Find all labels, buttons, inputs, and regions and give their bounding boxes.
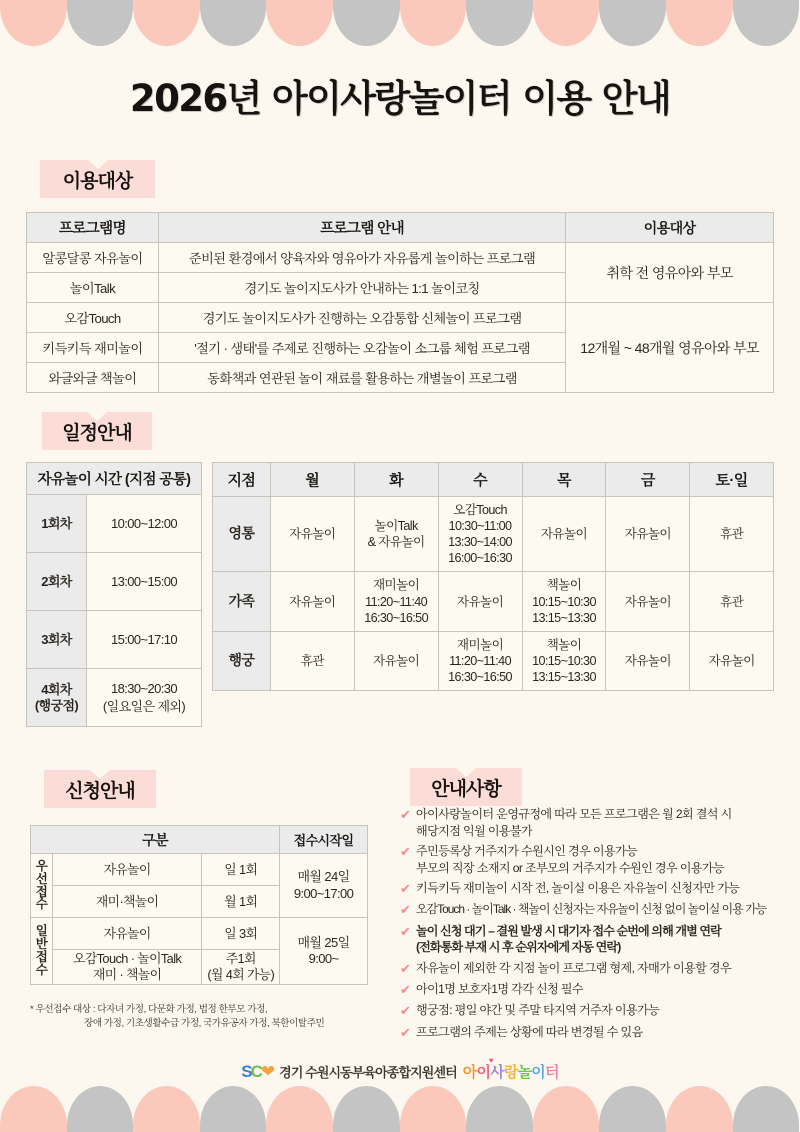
scallop-blob	[466, 0, 533, 46]
check-icon: ✔	[400, 807, 411, 822]
section-badge-notice: 안내사항	[410, 768, 522, 806]
notice-text: 오감Touch · 놀이Talk · 책놀이 신청자는 자유놀이 신청 없이 놀이실 이용 가능	[416, 902, 767, 917]
program-target-cell: 취학 전 영유아와 부모	[566, 243, 774, 303]
logo-char: 이	[531, 1064, 545, 1081]
schedule-cell: 재미놀이 11:20~11:40 16:30~16:50	[438, 631, 522, 690]
schedule-cell: 휴관	[270, 631, 354, 690]
frequency-cell: 일 3회	[202, 918, 280, 950]
table-row	[31, 854, 368, 886]
schedule-cell: 놀이Talk & 자유놀이	[354, 497, 438, 572]
program-name-cell: 와글와글 책놀이	[27, 363, 159, 393]
notice-item	[400, 1024, 788, 1042]
table-row	[27, 669, 202, 727]
page-title: 2026년 아이사랑놀이터 이용 안내	[129, 77, 671, 120]
notice-text: 행궁점: 평일 야간 및 주말 타지역 거주자 이용가능	[416, 1003, 660, 1018]
notice-item	[400, 806, 788, 839]
playground-brand-logo	[462, 1056, 559, 1082]
scallop-blob	[67, 0, 134, 46]
logo-char: 놀	[517, 1064, 532, 1081]
section-badge-apply: 신청안내	[44, 770, 156, 808]
apply-footnote	[30, 1003, 400, 1032]
check-icon: ✔	[400, 843, 411, 859]
notice-subtext: 해당지점 익월 이용불가	[416, 823, 533, 838]
scallop-blob	[599, 1086, 666, 1132]
col-start-date: 접수시작일	[280, 826, 368, 854]
scallop-blob	[466, 1086, 533, 1132]
scallop-blob	[533, 0, 600, 46]
schedule-cell: 책놀이 10:15~10:30 13:15~13:30	[522, 631, 606, 690]
scallop-blob	[599, 0, 666, 46]
notice-item	[400, 960, 788, 978]
free-play-times-table	[26, 462, 202, 727]
scallop-blob	[133, 1086, 200, 1132]
notice-item	[400, 880, 788, 898]
program-desc-cell: 준비된 환경에서 양육자와 영유아가 자유롭게 놀이하는 프로그램	[158, 243, 565, 273]
week-col-header: 지점	[213, 463, 271, 497]
program-name-cell: 자유놀이	[52, 854, 201, 886]
scallop-blob	[533, 1086, 600, 1132]
program-name-cell: 놀이Talk	[27, 273, 159, 303]
logo-char: 사	[490, 1064, 504, 1081]
site-name-cell: 행궁	[213, 631, 271, 690]
frequency-cell: 월 1회	[202, 886, 280, 918]
notice-text: 아이1명 보호자1명 각각 신청 필수	[416, 981, 583, 996]
table-row	[27, 553, 202, 611]
schedule-cell: 책놀이 10:15~10:30 13:15~13:30	[522, 572, 606, 631]
program-desc-cell: 경기도 놀이지도사가 진행하는 오감통합 신체놀이 프로그램	[158, 303, 565, 333]
schedule-cell: 자유놀이	[606, 497, 690, 572]
notice-text: 자유놀이 제외한 각 지점 놀이 프로그램 형제, 자매가 이용할 경우	[416, 960, 732, 975]
site-name-cell: 영통	[213, 497, 271, 572]
section-badge-schedule: 일정안내	[42, 412, 152, 450]
notice-subtext: 부모의 직장 소재지 or 조부모의 거주지가 수원인 경우 이용가능	[416, 860, 724, 875]
table-header-row	[31, 826, 368, 854]
table-header-row	[27, 463, 202, 495]
session-label-cell: 2회차	[27, 553, 87, 611]
notice-subtext: (전화통화 부재 시 후 순위자에게 자동 연락)	[416, 940, 621, 955]
session-label-cell: 1회차	[27, 495, 87, 553]
schedule-cell: 자유놀이	[270, 497, 354, 572]
week-col-header: 화	[354, 463, 438, 497]
scallop-blob	[400, 0, 467, 46]
check-icon: ✔	[400, 880, 411, 896]
program-name-cell: 재미·책놀이	[52, 886, 201, 918]
scallop-blob	[0, 1086, 67, 1132]
center-logo-icon: SC❤	[241, 1061, 274, 1081]
program-name-cell: 오감Touch · 놀이Talk 재미 · 책놀이	[52, 950, 201, 985]
week-col-header: 수	[438, 463, 522, 497]
session-time-cell: 18:30~20:30 (일요일은 제외)	[87, 669, 202, 727]
check-icon: ✔	[400, 981, 411, 997]
notice-text: 주민등록상 거주지가 수원시인 경우 이용가능 부모의 직장 소재지 or 조부모의 거주지가 수원인 경우 이용가능	[416, 843, 724, 875]
footnote-line-2: 장애 가정, 기초생활수급 가정, 국가유공자 가정, 북한이탈주민	[84, 1018, 325, 1030]
start-date-cell: 매월 25일 9:00~	[280, 918, 368, 985]
schedule-cell: 휴관	[690, 497, 774, 572]
logo-char: 터	[544, 1064, 559, 1081]
check-icon: ✔	[400, 960, 411, 976]
scallop-blob	[666, 1086, 733, 1132]
schedule-cell: 오감Touch 10:30~11:00 13:30~14:00 16:00~16:30	[438, 497, 522, 572]
decorative-scallop-bottom	[0, 1086, 800, 1132]
logo-char: 랑	[503, 1064, 518, 1081]
session-time-cell: 13:00~15:00	[87, 553, 202, 611]
program-name-cell: 오감Touch	[27, 303, 159, 333]
schedule-cell: 자유놀이	[270, 572, 354, 631]
center-name: 경기 수원시동부육아종합지원센터	[279, 1065, 457, 1080]
schedule-cell: 자유놀이	[354, 631, 438, 690]
footnote-line-1: * 우선접수 대상 : 다자녀 가정, 다문화 가정, 법정 한부모 가정,	[30, 1004, 268, 1015]
table-row	[31, 918, 368, 950]
program-name-cell: 키득키득 재미놀이	[27, 333, 159, 363]
scallop-blob	[200, 0, 267, 46]
session-label-cell: 4회차 (행궁점)	[27, 669, 87, 727]
program-name-cell: 자유놀이	[52, 918, 201, 950]
footer	[0, 1056, 800, 1086]
week-col-header: 월	[270, 463, 354, 497]
notice-item	[400, 901, 788, 919]
scallop-blob	[200, 1086, 267, 1132]
application-table	[30, 825, 368, 985]
session-time-cell: 10:00~12:00	[87, 495, 202, 553]
col-free-play-time: 자유놀이 시간 (지점 공통)	[27, 463, 202, 495]
frequency-cell: 주1회 (월 4회 가능)	[202, 950, 280, 985]
scallop-blob	[733, 1086, 800, 1132]
notice-text: 프로그램의 주제는 상황에 따라 변경될 수 있음	[416, 1024, 643, 1039]
notices-list	[400, 806, 788, 1045]
table-row	[27, 303, 774, 333]
table-header-row	[27, 213, 774, 243]
schedule-cell: 자유놀이	[438, 572, 522, 631]
schedule-cell: 휴관	[690, 572, 774, 631]
schedule-cell: 자유놀이	[522, 497, 606, 572]
program-desc-cell: '절기 · 생태'를 주제로 진행하는 오감놀이 소그룹 체험 프로그램	[158, 333, 565, 363]
programs-table	[26, 212, 774, 393]
week-col-header: 토·일	[690, 463, 774, 497]
logo-char: 아	[462, 1064, 477, 1081]
session-label-cell: 3회차	[27, 611, 87, 669]
program-desc-cell: 경기도 놀이지도사가 안내하는 1:1 놀이코칭	[158, 273, 565, 303]
table-row	[27, 611, 202, 669]
notice-text: 놀이 신청 대기 – 결원 발생 시 대기자 접수 순번에 의해 개별 연락 (전화통화 부재 시 후 순위자에게 자동 연락)	[416, 923, 721, 955]
program-name-cell: 알콩달콩 자유놀이	[27, 243, 159, 273]
scallop-blob	[67, 1086, 134, 1132]
check-icon: ✔	[400, 902, 411, 918]
notice-item	[400, 1002, 788, 1020]
notice-item	[400, 981, 788, 999]
section-badge-target: 이용대상	[40, 160, 155, 198]
frequency-cell: 일 1회	[202, 854, 280, 886]
site-name-cell: 가족	[213, 572, 271, 631]
check-icon: ✔	[400, 1003, 411, 1019]
table-row	[213, 572, 774, 631]
scallop-blob	[400, 1086, 467, 1132]
scallop-blob	[666, 0, 733, 46]
scallop-blob	[333, 1086, 400, 1132]
scallop-blob	[133, 0, 200, 46]
week-col-header: 금	[606, 463, 690, 497]
program-desc-cell: 동화책과 연관된 놀이 재료를 활용하는 개별놀이 프로그램	[158, 363, 565, 393]
schedule-cell: 자유놀이	[606, 572, 690, 631]
session-time-cell: 15:00~17:10	[87, 611, 202, 669]
table-row	[27, 495, 202, 553]
col-program-desc: 프로그램 안내	[158, 213, 565, 243]
scallop-blob	[266, 1086, 333, 1132]
start-date-cell: 매월 24일 9:00~17:00	[280, 854, 368, 918]
weekly-schedule-table	[212, 462, 774, 691]
col-program-name: 프로그램명	[27, 213, 159, 243]
reception-type-cell: 일 반 접 수	[31, 918, 53, 985]
notice-item	[400, 843, 788, 876]
program-target-cell: 12개월 ~ 48개월 영유아와 부모	[566, 303, 774, 393]
schedule-cell: 자유놀이	[606, 631, 690, 690]
scallop-blob	[0, 0, 67, 46]
table-header-row	[213, 463, 774, 497]
heart-icon: ♥	[488, 1056, 493, 1065]
week-col-header: 목	[522, 463, 606, 497]
logo-char: 이	[476, 1064, 491, 1081]
schedule-cell: 재미놀이 11:20~11:40 16:30~16:50	[354, 572, 438, 631]
table-row	[27, 243, 774, 273]
reception-type-cell: 우 선 접 수	[31, 854, 53, 918]
table-row	[213, 631, 774, 690]
notice-text: 키득키득 재미놀이 시작 전, 놀이실 이용은 자유놀이 신청자만 가능	[416, 880, 740, 895]
col-division: 구분	[31, 826, 280, 854]
scallop-blob	[333, 0, 400, 46]
decorative-scallop-top	[0, 0, 800, 46]
col-program-target: 이용대상	[566, 213, 774, 243]
notice-item	[400, 923, 788, 956]
table-row	[213, 497, 774, 572]
schedule-cell: 자유놀이	[690, 631, 774, 690]
check-icon: ✔	[400, 923, 411, 939]
scallop-blob	[733, 0, 800, 46]
check-icon: ✔	[400, 1024, 411, 1040]
notice-text: 아이사랑놀이터 운영규정에 따라 모든 프로그램은 월 2회 결석 시 해당지점 익월 이용불가	[416, 807, 732, 838]
scallop-blob	[266, 0, 333, 46]
